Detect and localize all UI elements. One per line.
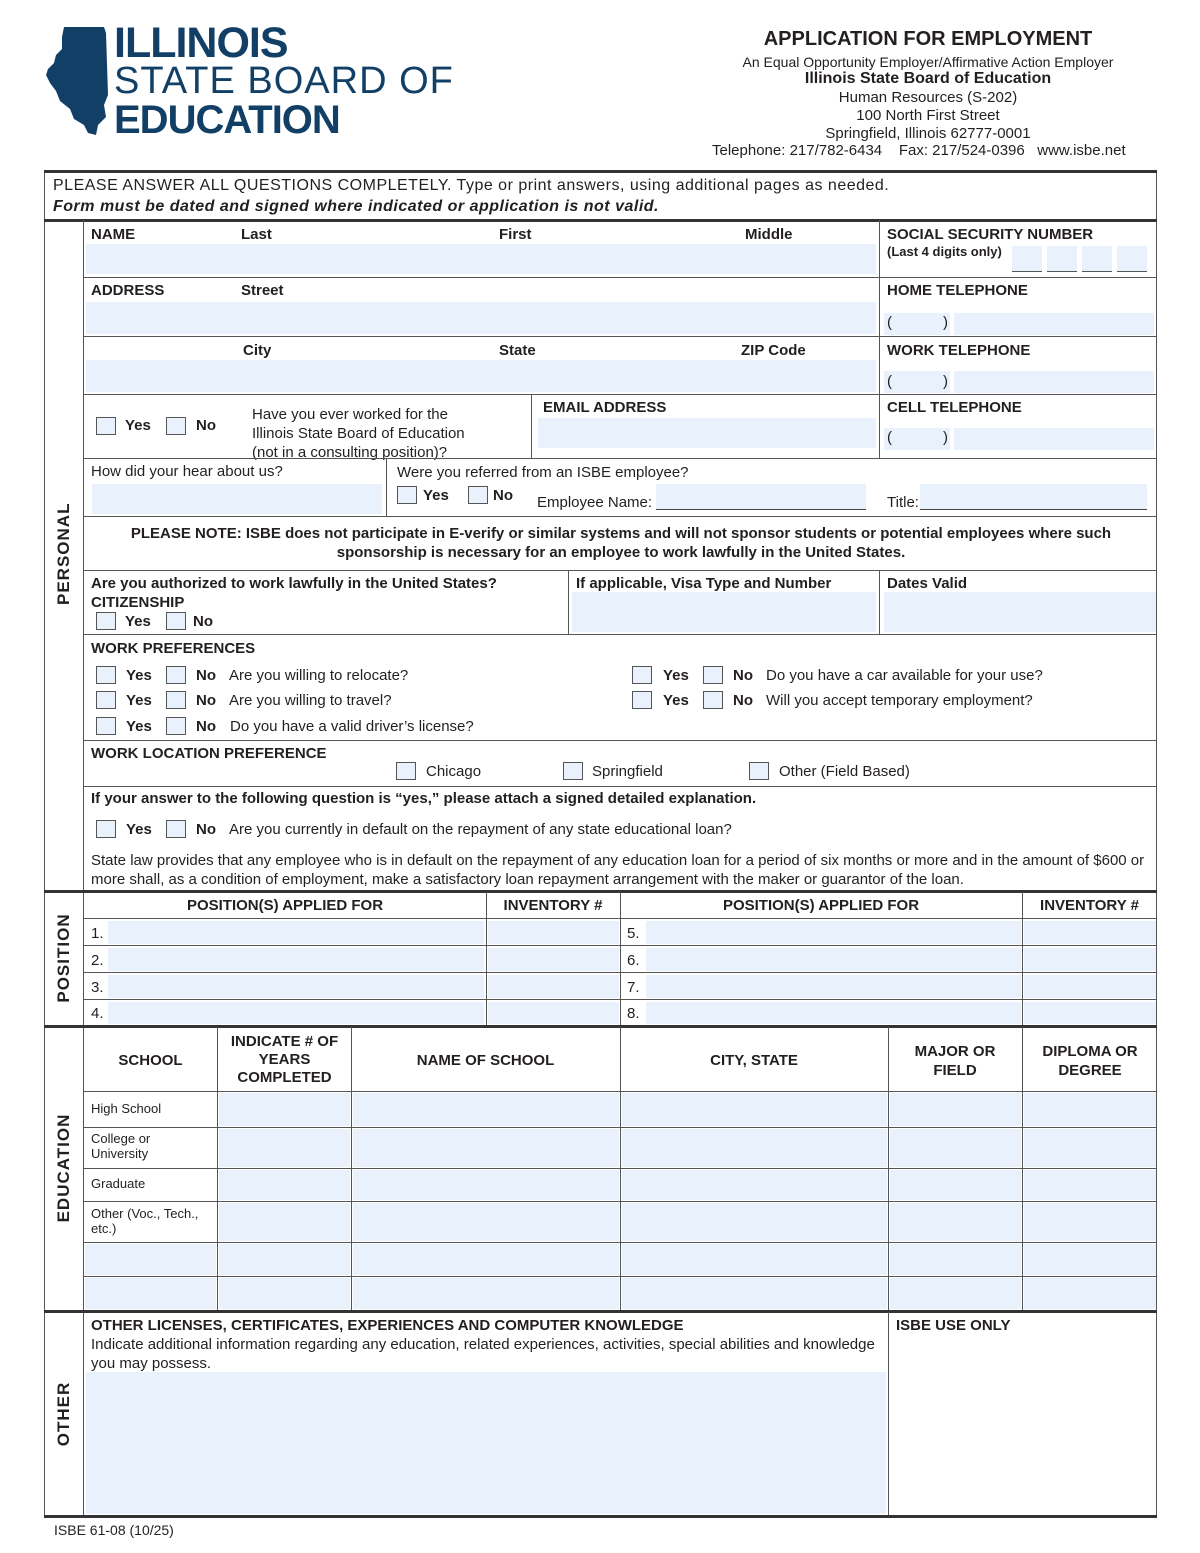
inventory-4-input[interactable] — [488, 1002, 619, 1024]
form-id: ISBE 61-08 (10/25) — [54, 1522, 174, 1538]
edu-row-label: Other (Voc., Tech., etc.) — [91, 1206, 199, 1236]
work-phone-input[interactable] — [954, 371, 1154, 393]
logo-line-illinois: ILLINOIS — [114, 19, 288, 67]
edu-cell-input[interactable] — [219, 1093, 350, 1126]
inventory-5-input[interactable] — [1024, 921, 1156, 944]
ssn-digit-2[interactable] — [1047, 246, 1077, 272]
paren-close: ) — [943, 314, 948, 331]
position-1-input[interactable] — [108, 921, 484, 944]
position-8-input[interactable] — [646, 1002, 1021, 1024]
cell-telephone-label: CELL TELEPHONE — [887, 399, 1022, 416]
section-label-other: OTHER — [54, 1381, 73, 1447]
no-label: No — [193, 613, 213, 630]
worked-before-no-checkbox[interactable] — [166, 417, 186, 435]
last-name-label: Last — [241, 226, 272, 243]
edu-cell-input[interactable] — [1024, 1170, 1156, 1200]
ssn-digit-1[interactable] — [1012, 246, 1042, 272]
section-label-personal: PERSONAL — [54, 502, 73, 605]
edu-cell-input[interactable] — [890, 1170, 1021, 1200]
employee-name-input[interactable] — [656, 484, 866, 510]
yes-label: Yes — [663, 667, 689, 684]
edu-cell-input[interactable] — [219, 1129, 350, 1167]
travel-question: Are you willing to travel? — [229, 692, 392, 709]
no-label: No — [196, 718, 216, 735]
yes-label: Yes — [126, 692, 152, 709]
travel-yes-checkbox[interactable] — [96, 691, 116, 709]
position-number: 6. — [627, 952, 640, 969]
citizenship-no-checkbox[interactable] — [166, 612, 186, 630]
name-label: NAME — [91, 226, 136, 243]
position-2-input[interactable] — [108, 948, 484, 971]
referred-yes-checkbox[interactable] — [397, 486, 417, 504]
home-phone-input[interactable] — [954, 313, 1154, 335]
inventory-8-input[interactable] — [1024, 1002, 1156, 1024]
car-no-checkbox[interactable] — [703, 666, 723, 684]
position-number: 7. — [627, 979, 640, 996]
other-field-checkbox[interactable] — [749, 762, 769, 780]
other-title: OTHER LICENSES, CERTIFICATES, EXPERIENCES AND COMPUTER KNOWLEDGE — [91, 1317, 684, 1334]
citizenship-yes-checkbox[interactable] — [96, 612, 116, 630]
illinois-state-map-icon — [44, 25, 112, 137]
position-3-input[interactable] — [108, 975, 484, 998]
dept-name: Human Resources (S-202) — [838, 89, 1018, 106]
yes-attach-note: If your answer to the following question is “yes,” please attach a signed detailed explanation. — [91, 790, 757, 807]
worked-before-yes-checkbox[interactable] — [96, 417, 116, 435]
edu-cell-input[interactable] — [1024, 1203, 1156, 1241]
edu-cell-input[interactable] — [353, 1278, 619, 1309]
other-description: Indicate additional information regarding any education, related experiences, activities, special abilities and knowledge you may possess. — [91, 1336, 875, 1372]
inventory-col-header-left: INVENTORY # — [503, 897, 603, 914]
edu-row-label: College or University — [91, 1131, 151, 1161]
city-address: Springfield, Illinois 62777-0001 — [825, 125, 1031, 142]
no-label: No — [196, 821, 216, 838]
position-number: 1. — [91, 925, 104, 942]
work-area-code-input[interactable] — [884, 371, 950, 393]
inventory-6-input[interactable] — [1024, 948, 1156, 971]
yes-label: Yes — [125, 613, 151, 630]
inventory-7-input[interactable] — [1024, 975, 1156, 998]
position-col-header-left: POSITION(S) APPLIED FOR — [186, 897, 384, 914]
chicago-label: Chicago — [426, 763, 482, 780]
everify-note: PLEASE NOTE: ISBE does not participate in E-verify or similar systems and will not sponsor students or potential employees where such sponsorship is necessary for an employee to work lawfully in the United States. — [130, 525, 1112, 561]
address-label: ADDRESS — [91, 282, 165, 299]
edu-cell-input[interactable] — [622, 1170, 887, 1200]
position-number: 2. — [91, 952, 104, 969]
position-4-input[interactable] — [108, 1002, 484, 1024]
position-col-header-right: POSITION(S) APPLIED FOR — [722, 897, 920, 914]
relocate-question: Are you willing to relocate? — [229, 667, 409, 684]
other-field-label: Other (Field Based) — [779, 763, 910, 780]
edu-cell-input[interactable] — [622, 1244, 887, 1275]
yes-label: Yes — [126, 718, 152, 735]
hear-about-input[interactable] — [92, 484, 382, 514]
other-info-textarea[interactable] — [86, 1372, 886, 1514]
citizenship-label: CITIZENSHIP — [91, 594, 185, 611]
edu-col-name: NAME OF SCHOOL — [416, 1052, 555, 1069]
work-preferences-label: WORK PREFERENCES — [91, 640, 256, 657]
inventory-col-header-right: INVENTORY # — [1040, 897, 1139, 914]
springfield-label: Springfield — [592, 763, 663, 780]
edu-col-school: SCHOOL — [118, 1052, 183, 1069]
no-label: No — [493, 487, 513, 504]
edu-cell-input[interactable] — [1024, 1129, 1156, 1167]
eeo-subtitle: An Equal Opportunity Employer/Affirmative Action Employer — [742, 54, 1114, 70]
title-label: Title: — [887, 494, 919, 511]
section-label-education: EDUCATION — [54, 1113, 73, 1223]
edu-col-diploma: DIPLOMA OR DEGREE — [1042, 1043, 1138, 1079]
edu-cell-input[interactable] — [353, 1203, 619, 1241]
paren-close: ) — [943, 429, 948, 446]
default-yes-checkbox[interactable] — [96, 820, 116, 838]
license-yes-checkbox[interactable] — [96, 717, 116, 735]
springfield-checkbox[interactable] — [563, 762, 583, 780]
edu-cell-input[interactable] — [353, 1244, 619, 1275]
edu-col-city: CITY, STATE — [710, 1052, 798, 1069]
first-name-label: First — [499, 226, 532, 243]
position-7-input[interactable] — [646, 975, 1021, 998]
dates-valid-input[interactable] — [884, 592, 1156, 632]
street-address: 100 North First Street — [856, 107, 1000, 124]
position-6-input[interactable] — [646, 948, 1021, 971]
license-no-checkbox[interactable] — [166, 717, 186, 735]
work-location-label: WORK LOCATION PREFERENCE — [91, 745, 327, 762]
edu-cell-input[interactable] — [219, 1170, 350, 1200]
paren-open: ( — [887, 373, 892, 390]
authorized-question: Are you authorized to work lawfully in the United States? — [91, 575, 497, 592]
ssn-sublabel: (Last 4 digits only) — [887, 244, 1002, 259]
inventory-3-input[interactable] — [488, 975, 619, 998]
edu-cell-input[interactable] — [1024, 1278, 1156, 1309]
yes-label: Yes — [126, 667, 152, 684]
edu-cell-input[interactable] — [622, 1278, 887, 1309]
paren-close: ) — [943, 373, 948, 390]
inventory-2-input[interactable] — [488, 948, 619, 971]
visa-input[interactable] — [572, 592, 876, 632]
chicago-checkbox[interactable] — [396, 762, 416, 780]
visa-label: If applicable, Visa Type and Number — [576, 575, 832, 592]
edu-cell-input[interactable] — [353, 1170, 619, 1200]
ssn-digit-4[interactable] — [1117, 246, 1147, 272]
position-5-input[interactable] — [646, 921, 1021, 944]
paren-open: ( — [887, 314, 892, 331]
edu-cell-input[interactable] — [890, 1203, 1021, 1241]
edu-col-years: INDICATE # OF YEARS COMPLETED — [230, 1033, 339, 1086]
street-input[interactable] — [86, 302, 876, 334]
position-number: 4. — [91, 1005, 104, 1022]
edu-cell-input[interactable] — [1024, 1093, 1156, 1126]
hear-about-question: How did your hear about us? — [91, 463, 283, 480]
work-telephone-label: WORK TELEPHONE — [887, 342, 1031, 359]
form-title: APPLICATION FOR EMPLOYMENT — [763, 28, 1093, 50]
logo-line-state-board: STATE BOARD OF — [114, 60, 454, 102]
yes-label: Yes — [125, 417, 151, 434]
org-name: Illinois State Board of Education — [804, 70, 1052, 87]
edu-cell-input[interactable] — [890, 1244, 1021, 1275]
edu-cell-input[interactable] — [622, 1093, 887, 1126]
logo-line-education: EDUCATION — [114, 98, 340, 142]
default-question: Are you currently in default on the repayment of any state educational loan? — [229, 821, 732, 838]
ssn-label: SOCIAL SECURITY NUMBER — [887, 226, 1094, 243]
temp-question: Will you accept temporary employment? — [766, 692, 1033, 709]
position-number: 5. — [627, 925, 640, 942]
ssn-digit-3[interactable] — [1082, 246, 1112, 272]
cell-area-code-input[interactable] — [884, 428, 950, 450]
inventory-1-input[interactable] — [488, 921, 619, 944]
edu-cell-input[interactable] — [85, 1244, 216, 1275]
name-input[interactable] — [86, 244, 876, 274]
employee-name-label: Employee Name: — [537, 494, 653, 511]
edu-row-label: Graduate — [91, 1176, 146, 1191]
relocate-no-checkbox[interactable] — [166, 666, 186, 684]
temp-yes-checkbox[interactable] — [632, 691, 652, 709]
travel-no-checkbox[interactable] — [166, 691, 186, 709]
referred-no-checkbox[interactable] — [468, 486, 488, 504]
employee-title-input[interactable] — [920, 484, 1147, 510]
edu-cell-input[interactable] — [890, 1093, 1021, 1126]
yes-label: Yes — [423, 487, 449, 504]
edu-cell-input[interactable] — [219, 1278, 350, 1309]
edu-cell-input[interactable] — [890, 1129, 1021, 1167]
paren-open: ( — [887, 429, 892, 446]
state-law-text: State law provides that any employee who is in default on the repayment of any education loan for a period of six months or more and in the amount of $600 or more shall, as a condition of employment, make a satisfactory loan repayment arrangement with the maker or guarantor of the loan. — [91, 852, 1145, 888]
license-question: Do you have a valid driver’s license? — [230, 718, 474, 735]
edu-col-major: MAJOR OR FIELD — [914, 1043, 996, 1079]
email-label: EMAIL ADDRESS — [543, 399, 667, 416]
city-state-zip-input[interactable] — [86, 360, 876, 392]
email-input[interactable] — [538, 418, 876, 448]
no-label: No — [196, 667, 216, 684]
instructions-line-2: Form must be dated and signed where indicated or application is not valid. — [53, 198, 659, 215]
section-label-position: POSITION — [54, 913, 73, 1003]
temp-no-checkbox[interactable] — [703, 691, 723, 709]
edu-cell-input[interactable] — [219, 1244, 350, 1275]
position-number: 3. — [91, 979, 104, 996]
state-label: State — [499, 342, 536, 359]
referred-question: Were you referred from an ISBE employee? — [397, 464, 689, 481]
edu-cell-input[interactable] — [85, 1278, 216, 1309]
worked-before-question: Have you ever worked for the Illinois State Board of Education (not in a consulting position)? — [252, 406, 465, 461]
no-label: No — [196, 692, 216, 709]
edu-cell-input[interactable] — [890, 1278, 1021, 1309]
no-label: No — [733, 667, 753, 684]
relocate-yes-checkbox[interactable] — [96, 666, 116, 684]
car-yes-checkbox[interactable] — [632, 666, 652, 684]
no-label: No — [196, 417, 216, 434]
edu-cell-input[interactable] — [353, 1093, 619, 1126]
edu-cell-input[interactable] — [622, 1129, 887, 1167]
zip-label: ZIP Code — [741, 342, 806, 359]
home-area-code-input[interactable] — [884, 313, 950, 335]
dates-valid-label: Dates Valid — [887, 575, 968, 592]
edu-row-label: High School — [91, 1101, 162, 1116]
edu-cell-input[interactable] — [1024, 1244, 1156, 1275]
city-label: City — [243, 342, 272, 359]
car-question: Do you have a car available for your use? — [766, 667, 1043, 684]
yes-label: Yes — [126, 821, 152, 838]
contact-line: Telephone: 217/782-6434 Fax: 217/524-0396 www.isbe.net — [712, 142, 1126, 159]
cell-phone-input[interactable] — [954, 428, 1154, 450]
default-no-checkbox[interactable] — [166, 820, 186, 838]
no-label: No — [733, 692, 753, 709]
position-number: 8. — [627, 1005, 640, 1022]
instructions-line-1: PLEASE ANSWER ALL QUESTIONS COMPLETELY. Type or print answers, using additional pages as needed. — [53, 177, 890, 194]
edu-cell-input[interactable] — [622, 1203, 887, 1241]
home-telephone-label: HOME TELEPHONE — [887, 282, 1028, 299]
isbe-use-only-label: ISBE USE ONLY — [896, 1317, 1011, 1334]
edu-cell-input[interactable] — [219, 1203, 350, 1241]
middle-name-label: Middle — [745, 226, 793, 243]
yes-label: Yes — [663, 692, 689, 709]
street-label: Street — [241, 282, 284, 299]
edu-cell-input[interactable] — [353, 1129, 619, 1167]
